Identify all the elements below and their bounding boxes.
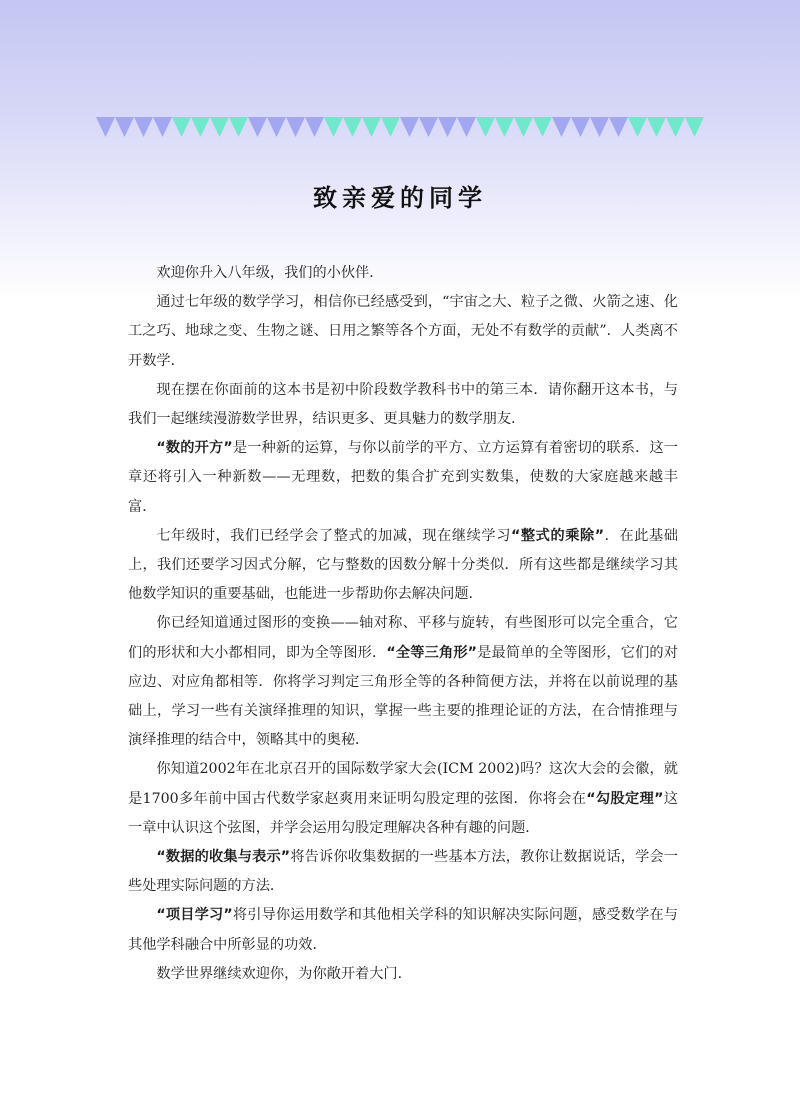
bunting-triangle [590, 117, 609, 137]
bunting-triangle [609, 117, 628, 137]
paragraph-text: 数学世界继续欢迎你，为你敞开着大门． [156, 965, 412, 982]
paragraph [128, 376, 678, 434]
paragraph-text: ．在此基础上，我们还要学习因式分解，它与整数的因数分解十分类似．所有这些都是继续学习其他数学知识的重要基础，也能进一步帮助你去解决问题． [128, 527, 678, 603]
bunting-triangle [571, 117, 590, 137]
paragraph-text: 七年级时，我们已经学会了整式的加减，现在继续学习 [156, 527, 511, 544]
paragraph [128, 843, 678, 901]
paragraph [128, 960, 678, 989]
paragraph [128, 259, 678, 288]
paragraph [128, 288, 678, 376]
highlighted-chapter-title: “项目学习” [156, 907, 233, 924]
highlighted-chapter-title: “数据的收集与表示” [156, 849, 291, 866]
paragraph-text: 这一章中认识这个弦图，并学会运用勾股定理解决各种有趣的问题． [128, 790, 678, 836]
bunting-triangle [305, 117, 324, 137]
bunting-triangle [552, 117, 571, 137]
page-title: 致亲爱的同学 [313, 184, 487, 212]
paragraph-text: 欢迎你升入八年级，我们的小伙伴． [156, 265, 384, 281]
bunting-triangle [533, 117, 552, 137]
paragraph-text: 将引导你运用数学和其他相关学科的知识解决实际问题，感受数学在与其他学科融合中所彰显的功效． [128, 907, 678, 953]
paragraph-text: 将告诉你收集数据的一些基本方法，教你让数据说话，学会一些处理实际问题的方法． [128, 849, 678, 895]
highlighted-chapter-title: “勾股定理” [586, 790, 664, 807]
paragraph-text: 通过七年级的数学学习，相信你已经感受到，“宇宙之大、粒子之微、火箭之速、化工之巧、地球之变、生物之谜、日用之繁等各个方面，无处不有数学的贡献”．人类离不开数学． [128, 294, 678, 369]
bunting-triangle [685, 117, 704, 137]
bunting-triangle [229, 117, 248, 137]
bunting-triangle [628, 117, 647, 137]
bunting-triangle [400, 117, 419, 137]
bunting-triangle [457, 117, 476, 137]
bunting-triangle [267, 117, 286, 137]
bunting-triangle [514, 117, 533, 137]
paragraph-text: 你知道2002年在北京召开的国际数学家大会(ICM 2002)吗？这次大会的会徽，就是1700多年前中国古代数学家赵爽用来证明勾股定理的弦图．你将会在 [128, 761, 678, 807]
bunting-triangle [248, 117, 267, 137]
bunting-triangle [419, 117, 438, 137]
highlighted-chapter-title: “数的开方” [156, 440, 233, 457]
bunting-triangle [381, 117, 400, 137]
paragraph [128, 609, 678, 755]
bunting-triangle [172, 117, 191, 137]
bunting-triangle [96, 117, 115, 137]
paragraph [128, 755, 678, 843]
bunting-triangle [286, 117, 305, 137]
bunting-triangle [115, 117, 134, 137]
paragraph-text: 是最简单的全等图形，它们的对应边、对应角都相等．你将学习判定三角形全等的各种简便方法，并将在以前说理的基础上，学习一些有关演绎推理的知识，掌握一些主要的推理论证的方法，在合情推理与演绎推理的结合中，领略其中的奥秘． [128, 644, 678, 749]
bunting-triangle [647, 117, 666, 137]
bunting-triangle [438, 117, 457, 137]
highlighted-chapter-title: “整式的乘除” [510, 527, 605, 544]
bunting-triangle [153, 117, 172, 137]
paragraph [128, 901, 678, 959]
highlighted-chapter-title: “全等三角形” [386, 644, 477, 661]
bunting-triangle [362, 117, 381, 137]
bunting-triangle [134, 117, 153, 137]
paragraph-text: 你已经知道通过图形的变换——轴对称、平移与旋转，有些图形可以完全重合，它们的形状和大小都相同，即为全等图形． [128, 615, 678, 661]
bunting-triangle [324, 117, 343, 137]
bunting-triangle [666, 117, 685, 137]
paragraph-text: 是一种新的运算，与你以前学的平方、立方运算有着密切的联系．这一章还将引入一种新数——无理数，把数的集合扩充到实数集，使数的大家庭越来越丰富． [128, 440, 678, 515]
paragraph-text: 现在摆在你面前的这本书是初中阶段数学教科书中的第三本．请你翻开这本书，与我们一起继续漫游数学世界，结识更多、更具魅力的数学朋友． [128, 381, 678, 428]
bunting-triangle [210, 117, 229, 137]
paragraph [128, 434, 678, 522]
bunting-triangle [476, 117, 495, 137]
letter-body [128, 259, 678, 989]
paragraph [128, 522, 678, 610]
bunting-triangle [495, 117, 514, 137]
header-gradient-background [0, 0, 800, 300]
bunting-triangle [343, 117, 362, 137]
triangle-bunting-decoration [96, 117, 706, 145]
bunting-triangle [191, 117, 210, 137]
